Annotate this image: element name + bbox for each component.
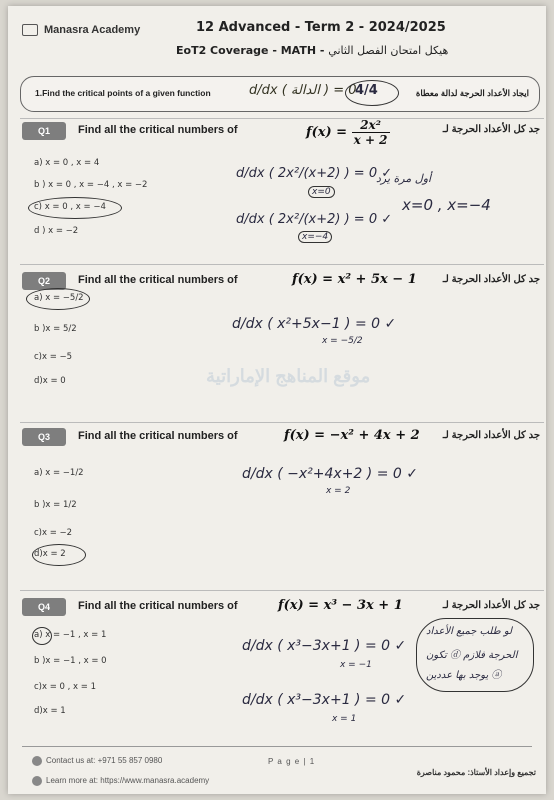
teacher-credit: تجميع وإعداد الأستاذ: محمود مناصرة xyxy=(416,768,536,777)
function-prefix: f(x) = xyxy=(306,125,348,140)
handwriting-q3-line1: d/dx ( −x²+4x+2 ) = 0 ✓ xyxy=(242,466,418,482)
option-b[interactable]: b ) x = 0 , x = −4 , x = −2 xyxy=(34,180,148,190)
option-d[interactable]: d ) x = −2 xyxy=(34,226,79,236)
question-badge-q2: Q2 xyxy=(22,272,66,290)
subtitle-ar: هيكل امتحان الفصل الثاني xyxy=(328,44,449,57)
question-badge-q3: Q3 xyxy=(22,428,66,446)
handwriting-q1-note: أول مرة يرد xyxy=(376,172,432,185)
worksheet-page xyxy=(8,6,546,794)
question-badge-q1: Q1 xyxy=(22,122,66,140)
footer-contact xyxy=(32,756,162,766)
option-a[interactable]: a) x = 0 , x = 4 xyxy=(34,158,100,168)
handwriting-q1-x-4: x=−4 xyxy=(298,231,332,243)
option-b[interactable]: b )x = 5/2 xyxy=(34,324,77,334)
handwriting-q4-x2: x = 1 xyxy=(332,714,357,724)
academy-icon xyxy=(32,776,42,786)
academy-name: Manasra Academy xyxy=(44,24,141,36)
option-d[interactable]: d)x = 2 xyxy=(34,549,66,559)
divider xyxy=(20,422,544,423)
question-title-q1: Find all the critical numbers of xyxy=(78,124,238,136)
worksheet-subtitle xyxy=(176,44,448,57)
watermark: موقع المناهج الإماراتية xyxy=(206,366,371,386)
handwriting-q2-x: x = −5/2 xyxy=(322,336,363,346)
handwriting-q4-line1: d/dx ( x³−3x+1 ) = 0 ✓ xyxy=(242,638,407,654)
page-number: P a g e | 1 xyxy=(268,757,316,766)
worksheet-title: 12 Advanced - Term 2 - 2024/2025 xyxy=(196,20,446,35)
handwriting-q1-answer: x=0 , x=−4 xyxy=(402,196,491,214)
handwriting-q2-line1: d/dx ( x²+5x−1 ) = 0 ✓ xyxy=(232,316,397,332)
handwriting-q4-line2: d/dx ( x³−3x+1 ) = 0 ✓ xyxy=(242,692,407,708)
function-q4: f(x) = x³ − 3x + 1 xyxy=(278,598,403,613)
option-d[interactable]: d)x = 0 xyxy=(34,376,66,386)
question-badge-q4: Q4 xyxy=(22,598,66,616)
handwriting-q4-x1: x = −1 xyxy=(340,660,372,670)
learn-link[interactable]: Learn more at: https://www.manasra.academy xyxy=(46,776,210,786)
topic-english: 1.Find the critical points of a given function xyxy=(35,88,211,98)
option-a[interactable]: a) x = −5/2 xyxy=(34,293,84,303)
question-title-q3: Find all the critical numbers of xyxy=(78,430,238,442)
question-title-q2: Find all the critical numbers of xyxy=(78,274,238,286)
contact-text: Contact us at: +971 55 857 0980 xyxy=(46,756,163,766)
handwriting-q1-line1: d/dx ( 2x²/(x+2) ) = 0 ✓ xyxy=(236,166,393,181)
question-arabic-q3: جد كل الأعداد الحرجة لـ xyxy=(442,430,540,441)
handwriting-q1-line2: d/dx ( 2x²/(x+2) ) = 0 ✓ xyxy=(236,212,393,227)
option-c[interactable]: c)x = −2 xyxy=(34,528,73,538)
option-c[interactable]: c)x = −5 xyxy=(34,352,73,362)
logo-icon xyxy=(22,24,38,36)
option-d[interactable]: d)x = 1 xyxy=(34,706,66,716)
option-c[interactable]: c) x = 0 , x = −4 xyxy=(34,202,106,212)
option-a[interactable]: a) x = −1 , x = 1 xyxy=(34,630,107,640)
note-line-3: ⓐ يوجد بها عددين xyxy=(426,670,502,681)
academy-logo xyxy=(22,24,140,36)
question-arabic-q2: جد كل الأعداد الحرجة لـ xyxy=(442,274,540,285)
topic-handwriting: d/dx ( الدالة ) = 0 xyxy=(249,83,357,98)
note-line-2: الحرجة فلازم ⓓ تكون xyxy=(426,650,518,661)
topic-arabic: ايجاد الأعداد الحرجة لدالة معطاة xyxy=(415,88,529,98)
question-title-q4: Find all the critical numbers of xyxy=(78,600,238,612)
footer-divider xyxy=(22,746,532,747)
function-q3: f(x) = −x² + 4x + 2 xyxy=(284,428,420,443)
topic-banner xyxy=(20,76,540,112)
fraction-denominator: x + 2 xyxy=(353,133,388,147)
option-b[interactable]: b )x = 1/2 xyxy=(34,500,77,510)
function-q2: f(x) = x² + 5x − 1 xyxy=(292,272,417,287)
function-fraction xyxy=(352,118,390,147)
option-b[interactable]: b )x = −1 , x = 0 xyxy=(34,656,107,666)
handwriting-q1-x0: x=0 xyxy=(308,186,335,198)
footer-learn xyxy=(32,776,209,786)
question-arabic-q4: جد كل الأعداد الحرجة لـ xyxy=(442,600,540,611)
option-a[interactable]: a) x = −1/2 xyxy=(34,468,84,478)
divider xyxy=(20,264,544,265)
note-line-1: لو طلب جميع الأعداد xyxy=(426,626,513,637)
question-arabic-q1: جد كل الأعداد الحرجة لـ xyxy=(442,124,540,135)
option-c[interactable]: c)x = 0 , x = 1 xyxy=(34,682,97,692)
function-q1 xyxy=(306,118,390,147)
topic-circled-text: 4/4 xyxy=(355,83,378,98)
handwriting-q3-x: x = 2 xyxy=(326,486,351,496)
fraction-numerator: 2x² xyxy=(352,118,390,133)
divider xyxy=(20,590,544,591)
whatsapp-icon xyxy=(32,756,42,766)
subtitle-en: EoT2 Coverage - MATH - xyxy=(176,44,325,57)
divider xyxy=(20,118,544,119)
